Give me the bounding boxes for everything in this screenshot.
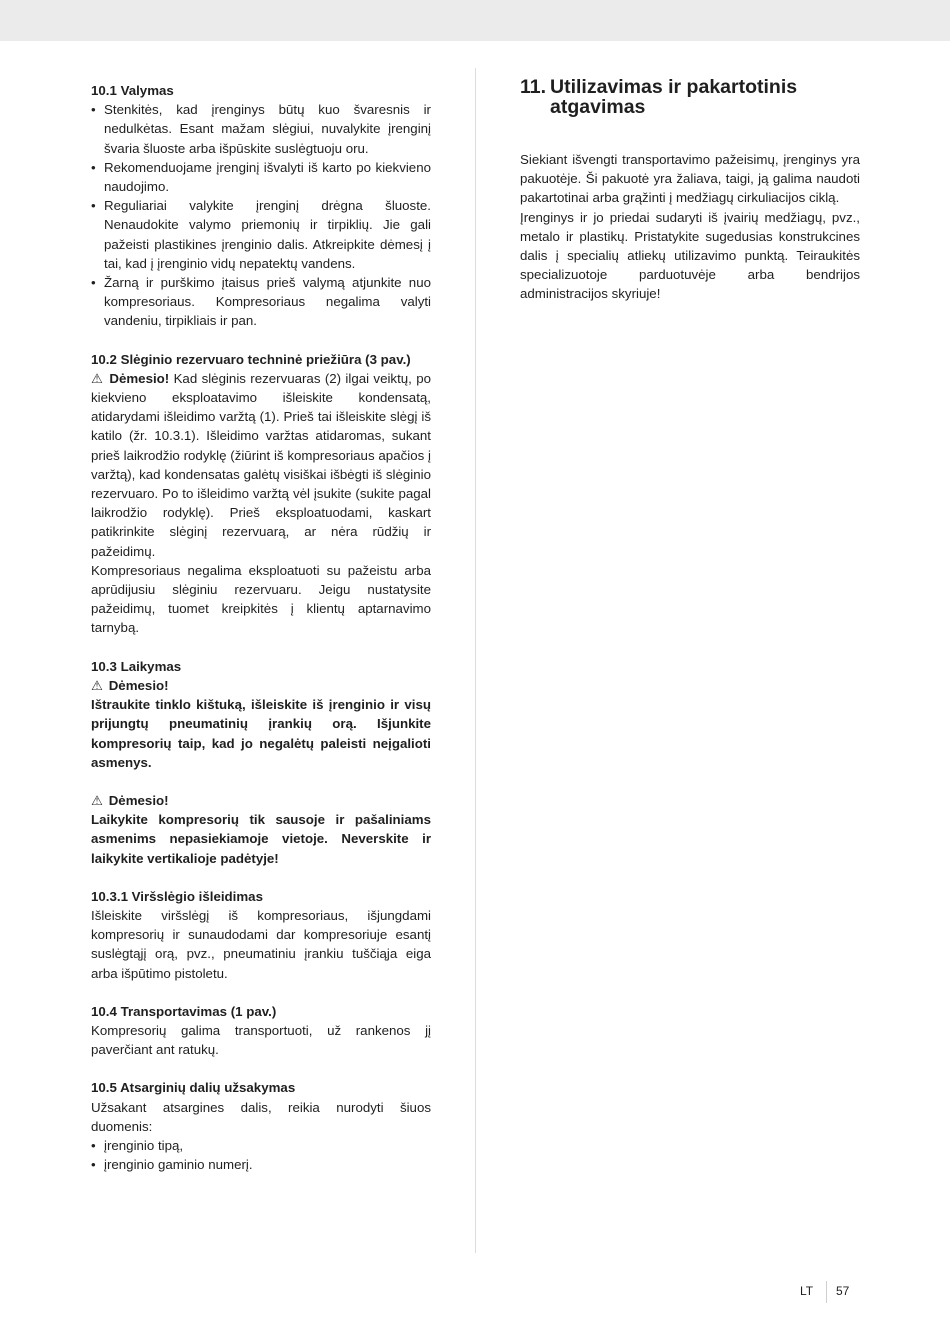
column-divider <box>475 68 476 1253</box>
warning-icon: ⚠ <box>91 677 103 693</box>
section-10-2-paragraph <box>91 369 431 561</box>
warning-label: Dėmesio! <box>108 677 169 693</box>
chapter-number: 11. <box>520 76 547 98</box>
section-10-4-heading: 10.4 Transportavimas (1 pav.) <box>91 1003 277 1019</box>
section-10-2-paragraph-2: Kompresoriaus negalima eksploatuoti su pažeistu arba aprūdijusiu slėginiu rezervuaru. Jeigu nustatysite pažeidimų, tuomet kreipkitės į klientų aptarnavimo tarnybą. <box>91 562 431 636</box>
footer-divider <box>826 1281 827 1303</box>
section-10-2-text: Kad slėginis rezervuaras (2) ilgai veiktų, po kiekvieno eksploatavimo išleiskite kondensatą, atidarydami išleidimo varžtą (1). Prieš tai išleiskite slėgį iš katilo (žr. 10.3.1). Išleidimo varžtas atidaromas, sukant prieš laikrodžio rodyklę (žiūrint iš kompresoriaus apačios į varžtą), kad kondensatas galėtų visiškai išbėgti iš slėginio rezervuaro. Po to išleidimo varžtą vėl įsukite (sukite pagal laikrodžio rodyklę). Prieš eksploatuodami, kaskart patikrinkite slėginį rezervuarą, ar nėra rūdžių ir pažeidimų. <box>91 370 431 559</box>
right-column <box>520 77 860 304</box>
warning-text: Laikykite kompresorių tik sausoje ir pašaliniams asmenims nepasiekiamoje vietoje. Neverskite ir laikykite vertikalioje padėtyje! <box>91 812 431 866</box>
warning-icon: ⚠ <box>91 370 103 386</box>
section-10-1-heading: 10.1 Valymas <box>91 83 174 98</box>
page-top-band <box>0 0 950 41</box>
section-10-3-1-text: Išleiskite viršslėgį iš kompresoriaus, išjungdami kompresorių ir sunaudodami dar kompresoriuje esantį suslėgtąjį orą, pvz., pneumatiniu įrankiu tuščiąja eiga arba išpūtimo pistoletu. <box>91 907 431 981</box>
list-item: • Stenkitės, kad įrenginys būtų kuo švaresnis ir nedulkėtas. Esant mažam slėgiui, nuvalykite įrenginį švaria šluoste arba išpūskite suslėgtuoju oru. <box>91 100 431 158</box>
page-footer <box>800 1284 860 1304</box>
list-item: • Žarną ir purškimo įtaisus prieš valymą atjunkite nuo kompresoriaus. Kompresoriaus negalima valyti vandeniu, tirpikliais ir pan. <box>91 273 431 331</box>
section-10-3-1-heading: 10.3.1 Viršslėgio išleidimas <box>91 888 263 904</box>
section-10-4-text: Kompresorių galima transportuoti, už rankenos jį paverčiant ant ratukų. <box>91 1022 431 1058</box>
chapter-title: Utilizavimas ir pakartotinis atgavimas <box>550 76 798 118</box>
chapter-11-paragraph-1: Siekiant išvengti transportavimo pažeisimų, įrenginys yra pakuotėje. Ši pakuotė yra žaliava, taigi, ją galima naudoti pakartotinai arba grąžinti į medžiagų cirkuliacijos ciklą. <box>520 152 860 206</box>
section-10-1-list <box>91 100 431 330</box>
section-10-2-heading: 10.2 Slėginio rezervuaro techninė priežiūra (3 pav.) <box>91 351 411 367</box>
chapter-11-paragraph-2: Įrenginys ir jo priedai sudaryti iš įvairių medžiagų, pvz., metalo ir plastikų. Pristatykite sugedusias konstrukcines dalis į specialių atliekų utilizavimo punktą. Teiraukitės specializuotoje parduotuvėje arba bendrijos administracijos skyriuje! <box>520 209 860 302</box>
warning-text: Ištraukite tinklo kištuką, išleiskite iš įrenginio ir visų prijungtų pneumatinių įrankių orą. Išjunkite kompresorių taip, kad jo negalėtų paleisti neįgalioti asmenys. <box>91 697 431 770</box>
list-item: • Reguliariai valykite įrenginį drėgna šluoste. Nenaudokite valymo priemonių ir tirpiklių. Jie gali pažeisti plastikines įrenginio dalis. Atkreipkite dėmesį į tai, kad į įrenginio vidų nepatektų vandens. <box>91 196 431 273</box>
warning-heading <box>91 676 431 695</box>
left-column <box>91 81 431 1174</box>
section-10-5-text: Užsakant atsargines dalis, reikia nurodyti šiuos duomenis: <box>91 1099 431 1134</box>
warning-label: Dėmesio! <box>108 792 169 808</box>
chapter-11-heading <box>520 77 860 117</box>
list-item: • įrenginio tipą, <box>91 1136 431 1155</box>
list-item: • Rekomenduojame įrenginį išvalyti iš karto po kiekvieno naudojimo. <box>91 158 431 196</box>
language-code: LT <box>800 1284 814 1298</box>
warning-icon: ⚠ <box>91 792 103 808</box>
list-item: • įrenginio gaminio numerį. <box>91 1155 431 1174</box>
section-10-3-heading: 10.3 Laikymas <box>91 658 182 674</box>
section-10-5-list <box>91 1136 431 1174</box>
warning-label: Dėmesio! <box>109 370 170 386</box>
warning-heading <box>91 791 431 810</box>
section-10-5-heading: 10.5 Atsarginių dalių užsakymas <box>91 1080 296 1096</box>
page-number: 57 <box>836 1284 850 1298</box>
